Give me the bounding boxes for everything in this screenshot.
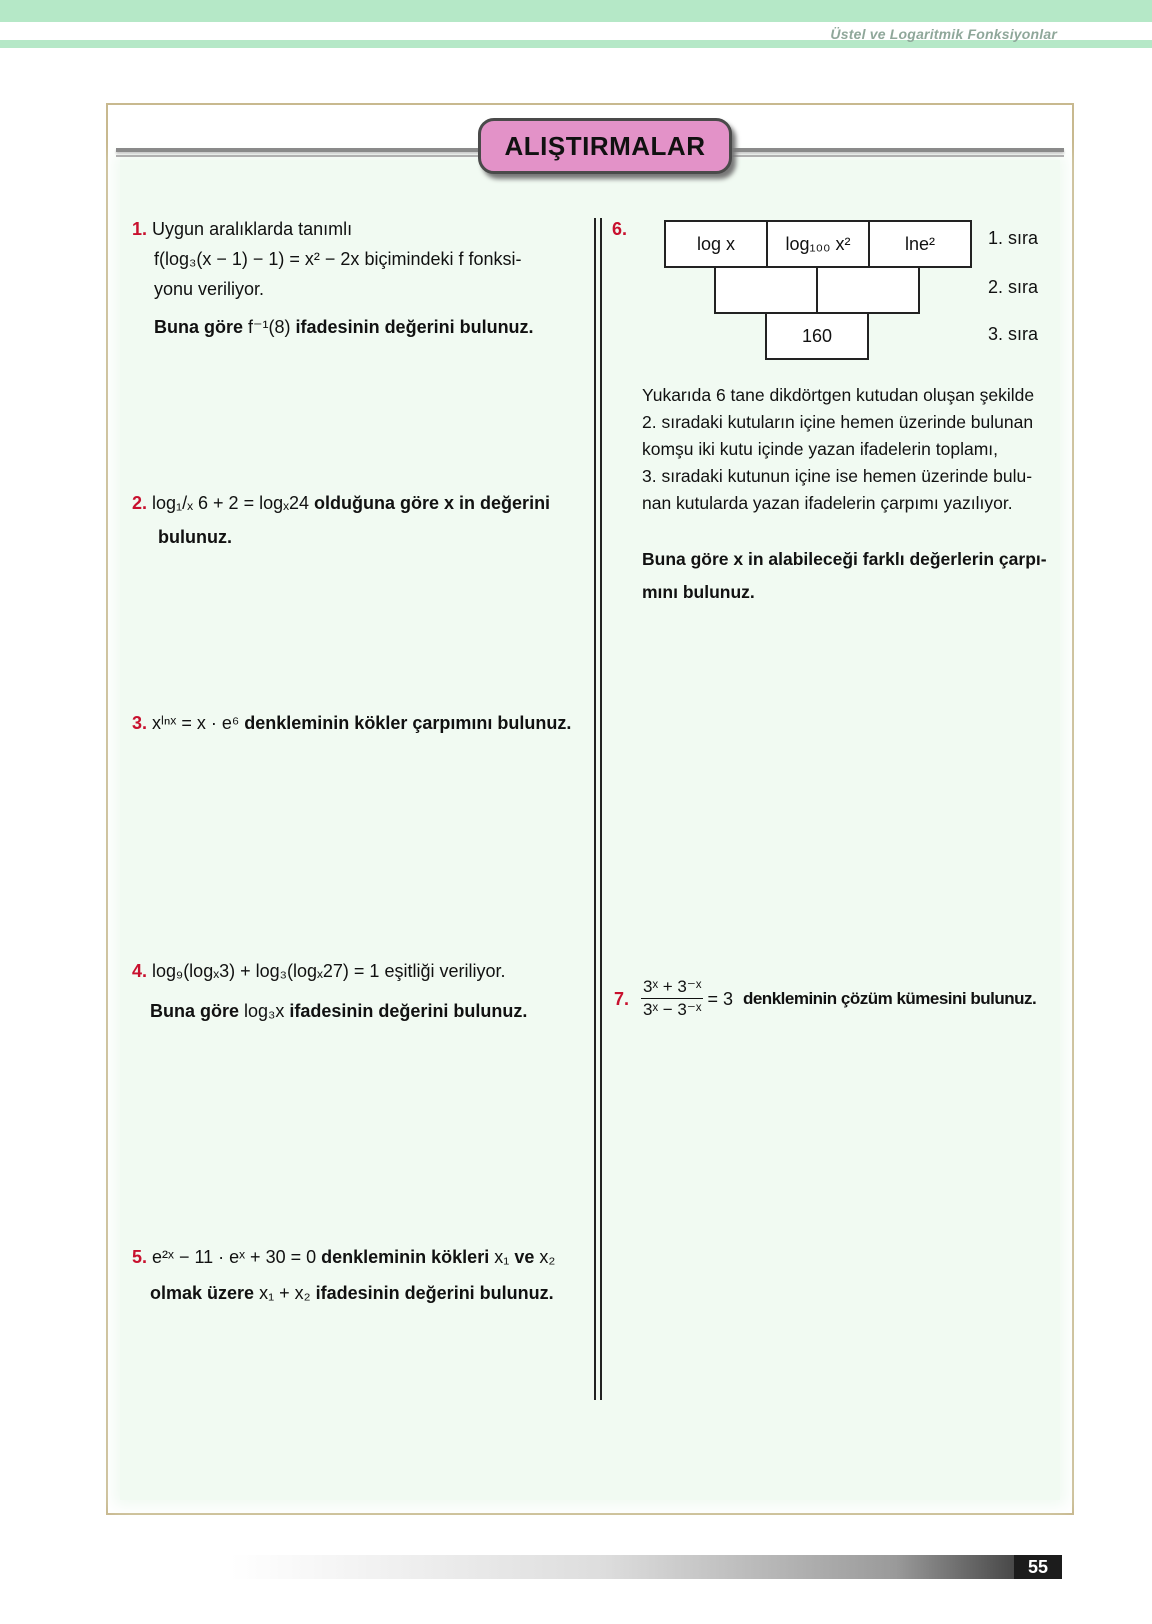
paragraph-line: 3. sıradaki kutunun içine ise hemen üzerinde bulu- — [642, 466, 1033, 486]
question-number: 4. — [132, 961, 148, 981]
formula: log₁/ₓ 6 + 2 = logₓ24 — [152, 493, 310, 513]
formula: xˡⁿˣ = x · e⁶ — [152, 713, 240, 733]
question-text: olmak üzere — [150, 1283, 255, 1303]
formula: e²ˣ − 11 · eˣ + 30 = 0 — [152, 1247, 317, 1267]
question-ask: mını bulunuz. — [642, 582, 755, 602]
question-7 — [614, 976, 1062, 1021]
question-text: denkleminin kökler çarpımını bulunuz. — [244, 713, 572, 733]
question-number: 6. — [612, 219, 628, 239]
fraction — [641, 976, 703, 1021]
question-text: denkleminin kökleri — [321, 1247, 490, 1267]
question-text: eşitliği veriliyor. — [384, 961, 506, 981]
fraction-numerator: 3ˣ + 3⁻ˣ — [641, 976, 703, 999]
formula: x₁ + x₂ — [259, 1283, 311, 1303]
formula: = 3 — [707, 988, 733, 1009]
question-text: bulunuz. — [158, 527, 232, 547]
formula: x₂ — [539, 1247, 556, 1267]
question-4 — [132, 956, 582, 1026]
paragraph-line: 2. sıradaki kutuların içine hemen üzerinde bulunan — [642, 412, 1034, 432]
question-text: yonu veriliyor. — [154, 279, 265, 299]
row-label: 1. sıra — [988, 228, 1039, 248]
formula: log₃x — [244, 1001, 285, 1021]
question-number: 3. — [132, 713, 148, 733]
column-divider — [594, 218, 596, 1400]
pyramid-box-r1-1: log x — [664, 220, 768, 268]
pyramid-box-r2-1 — [714, 266, 818, 314]
row-label: 2. sıra — [988, 277, 1039, 297]
question-number: 1. — [132, 219, 148, 239]
question-ask: ifadesinin değerini bulunuz. — [295, 317, 534, 337]
question-text: olduğuna göre x in değerini — [314, 493, 551, 513]
question-ask: Buna göre — [154, 317, 244, 337]
formula: f⁻¹(8) — [248, 317, 291, 337]
question-text: ifadesinin değerini bulunuz. — [315, 1283, 554, 1303]
question-number: 7. — [614, 988, 630, 1009]
question-3 — [132, 708, 582, 738]
section-title-badge — [478, 118, 732, 174]
question-ask: Buna göre — [150, 1001, 240, 1021]
chapter-title: Üstel ve Logaritmik Fonksiyonlar — [830, 26, 1057, 42]
paragraph-line: Yukarıda 6 tane dikdörtgen kutudan oluşan şekilde — [642, 385, 1035, 405]
question-ask: ifadesinin değerini bulunuz. — [289, 1001, 528, 1021]
question-5 — [132, 1242, 592, 1308]
question-2 — [132, 488, 582, 552]
column-divider-2 — [600, 218, 602, 1400]
section-title: ALIŞTIRMALAR — [504, 130, 706, 161]
pyramid-box-r1-3: lne² — [868, 220, 972, 268]
paragraph-line: komşu iki kutu içinde yazan ifadelerin toplamı, — [642, 439, 999, 459]
pyramid-box-r2-2 — [816, 266, 920, 314]
question-ask: Buna göre x in alabileceği farklı değerlerin çarpı- — [642, 549, 1047, 569]
question-1 — [132, 214, 572, 342]
formula: x₁ — [494, 1247, 510, 1267]
question-number: 2. — [132, 493, 148, 513]
pyramid-box-r3-1: 160 — [765, 312, 869, 360]
fraction-denominator: 3ˣ − 3⁻ˣ — [643, 1000, 702, 1019]
question-6-text — [642, 382, 1062, 609]
question-text: ve — [514, 1247, 535, 1267]
page-number: 55 — [1014, 1555, 1062, 1579]
paragraph-line: nan kutularda yazan ifadelerin çarpımı yazılıyor. — [642, 493, 1013, 513]
question-6-number — [612, 214, 627, 244]
formula: f(log₃(x − 1) − 1) = x² − 2x — [154, 249, 360, 269]
row-label: 3. sıra — [988, 324, 1039, 344]
question-text: biçimindeki f fonksi- — [364, 249, 522, 269]
question-text: Uygun aralıklarda tanımlı — [152, 219, 353, 239]
question-number: 5. — [132, 1247, 148, 1267]
pyramid-box-r1-2: log₁₀₀ x² — [766, 220, 870, 268]
footer-bar — [230, 1555, 1062, 1579]
question-text: denkleminin çözüm kümesini bulunuz. — [742, 988, 1037, 1008]
header-band-top — [0, 0, 1152, 22]
formula: log₉(logₓ3) + log₃(logₓ27) = 1 — [152, 961, 380, 981]
